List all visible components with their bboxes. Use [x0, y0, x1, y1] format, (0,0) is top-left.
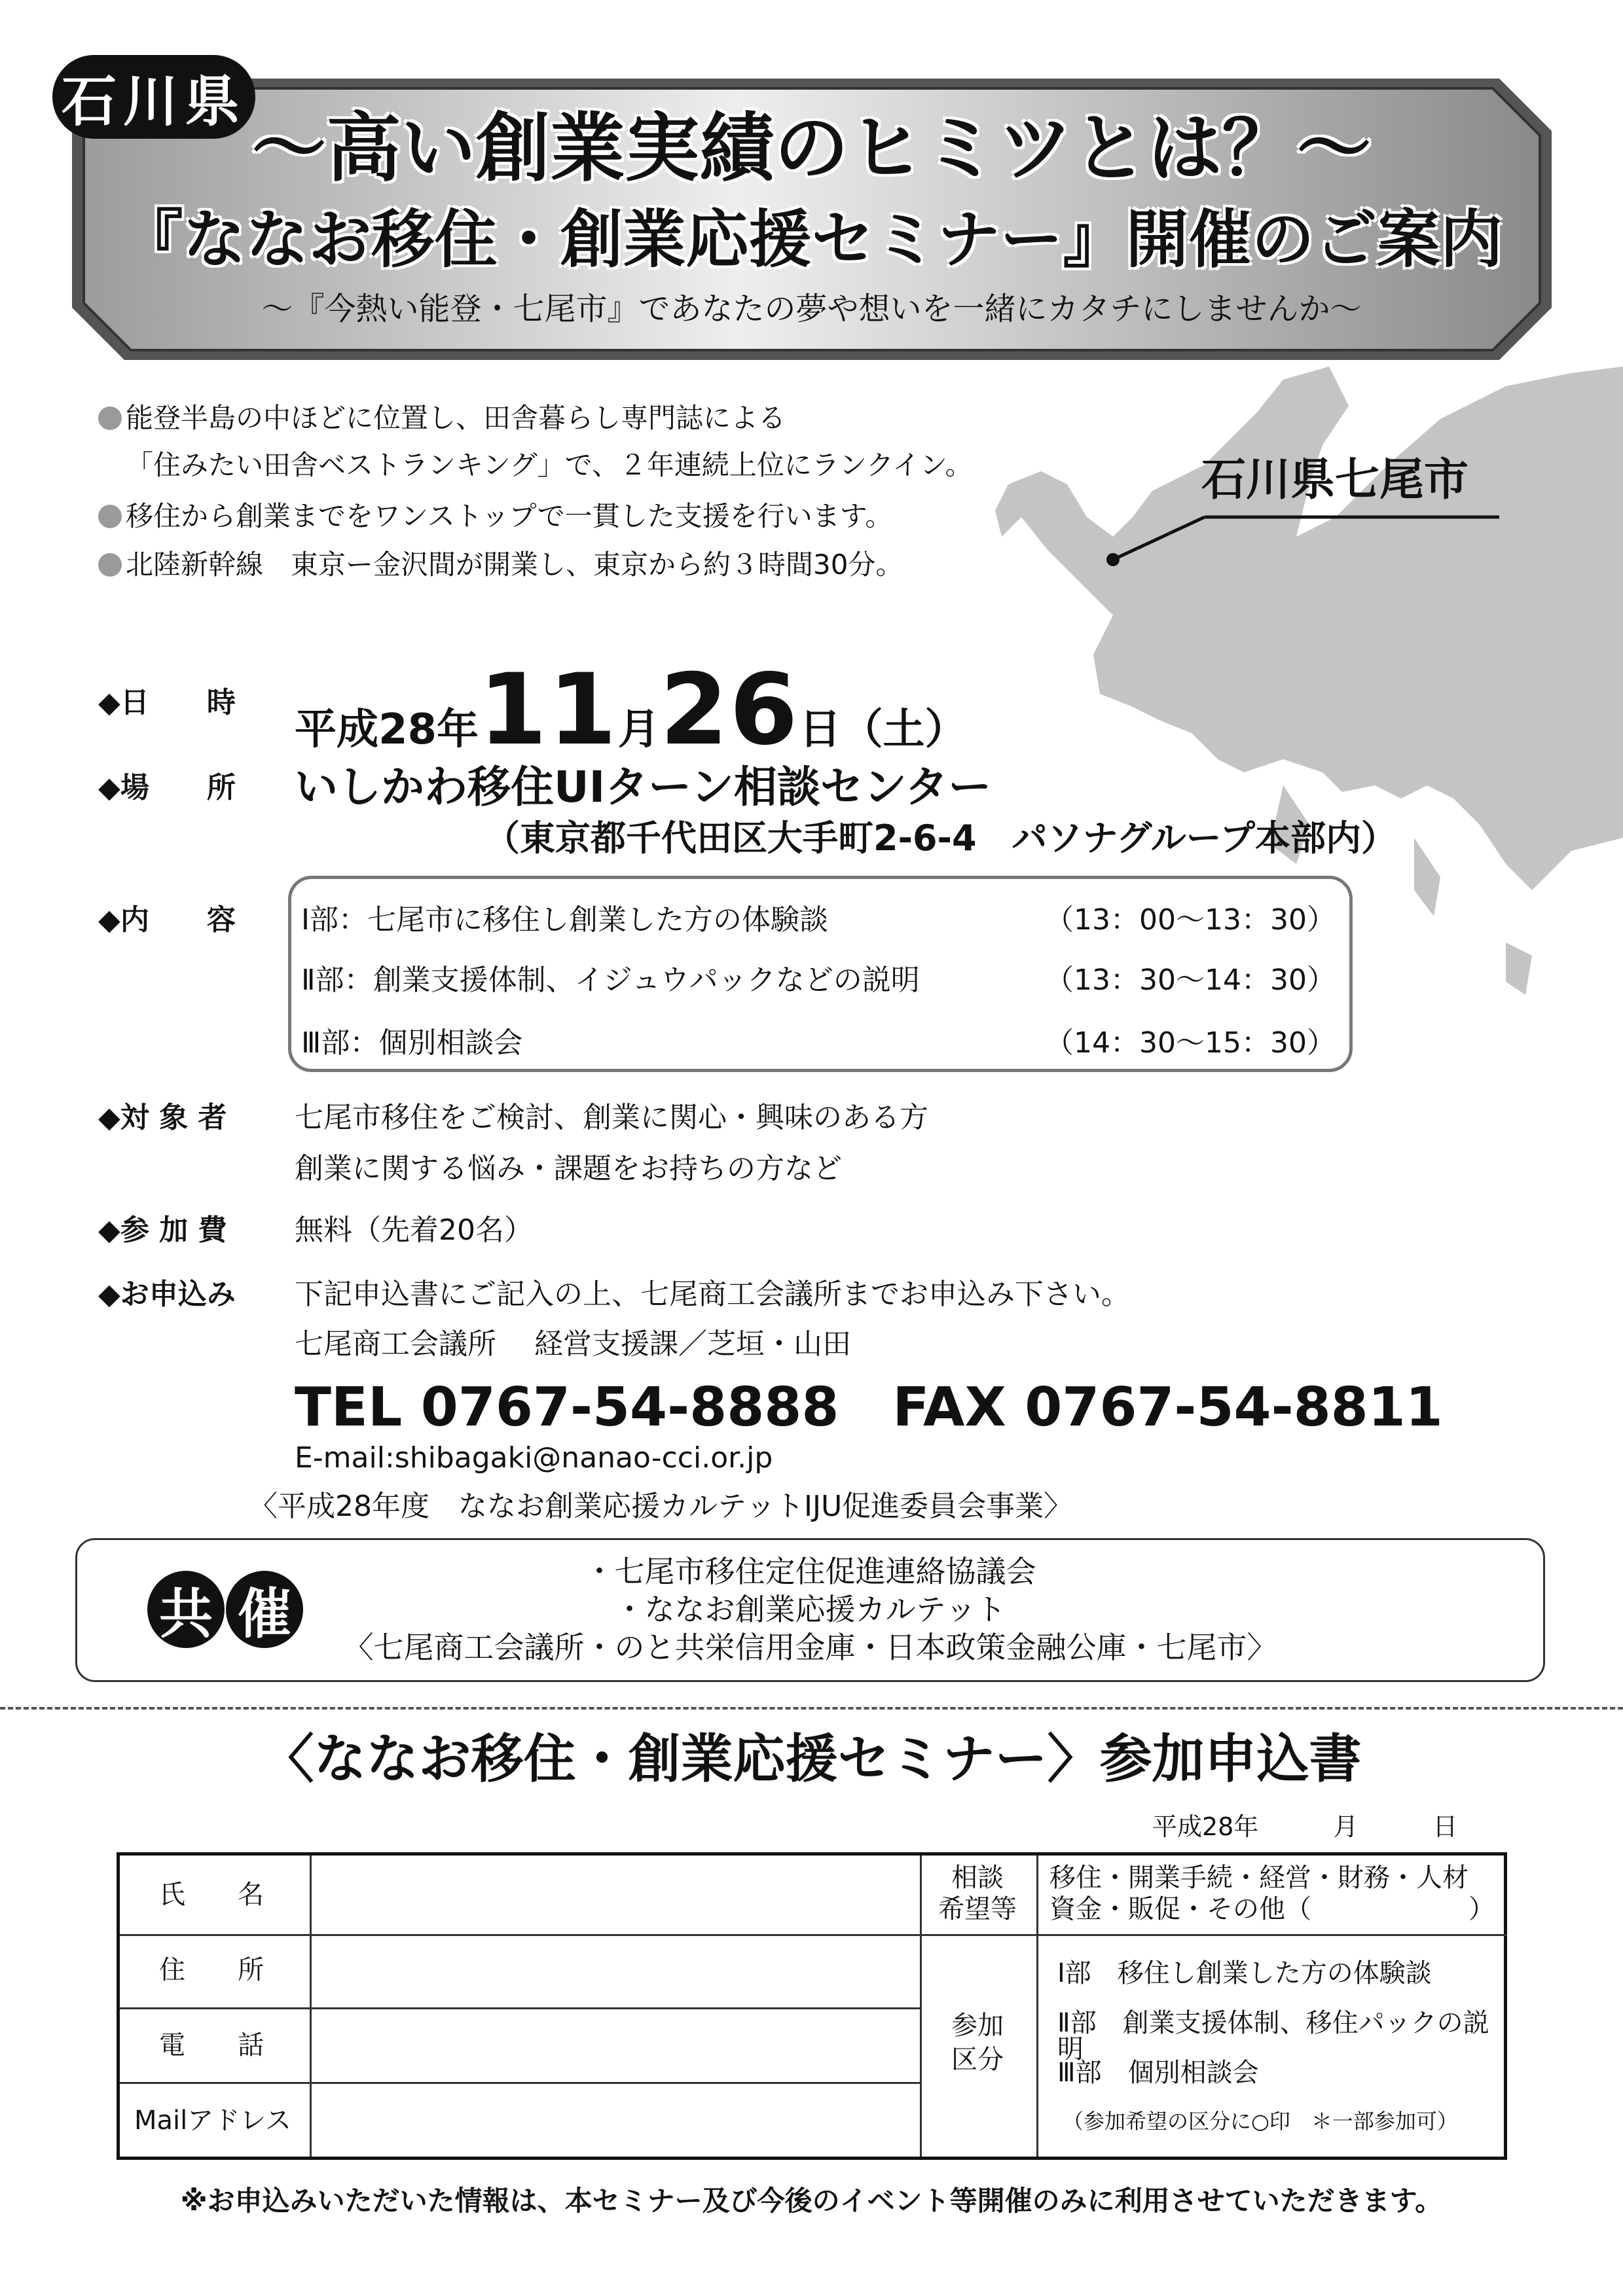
consult-label: 相談 — [951, 1863, 1004, 1893]
program-time: （13：00～13：30） — [1045, 903, 1336, 937]
table-divider — [920, 1934, 1507, 1936]
venue-name: いしかわ移住UIターン相談センター — [295, 762, 992, 812]
apply-contact: 七尾商工会議所 経営支援課／芝垣・山田 — [295, 1327, 851, 1361]
program-part: Ⅰ部：七尾市に移住し創業した方の体験談 — [301, 903, 828, 937]
table-divider — [1036, 1856, 1038, 2157]
program-part: Ⅲ部：個別相談会 — [301, 1026, 523, 1060]
page-title: ～高い創業実績のヒミツとは？～ — [251, 105, 1372, 192]
name-input[interactable] — [314, 1858, 916, 1931]
participation-label: 参加 — [951, 2011, 1004, 2041]
cohost-item: ・七尾市移住定住促進連絡協議会 — [584, 1554, 1036, 1589]
event-date: 平成28年11月26日（土） — [295, 653, 967, 767]
program-part: Ⅱ部：創業支援体制、イジュウパックなどの説明 — [301, 963, 920, 997]
table-divider — [120, 2007, 920, 2009]
intro-bullet: 能登半島の中ほどに位置し、田舎暮らし専門誌による — [98, 404, 786, 432]
email-input[interactable] — [314, 2086, 916, 2151]
intro-bullet-continuation: 「住みたい田舎ベストランキング」で、２年連続上位にランクイン。 — [126, 449, 973, 481]
city-pointer-line — [1106, 514, 1499, 579]
address-input[interactable] — [314, 1938, 916, 2005]
participation-option[interactable]: Ⅰ部 移住し創業した方の体験談 — [1057, 1958, 1432, 1988]
cohost-char-sai: 催 — [226, 1571, 303, 1648]
form-date-field[interactable]: 平成28年 月 日 — [1152, 1812, 1458, 1841]
phone-input[interactable] — [314, 2011, 916, 2079]
consult-option[interactable]: 資金・販促・その他（ ） — [1049, 1894, 1495, 1924]
participation-option[interactable]: Ⅱ部 創業支援体制、移住パックの説明 — [1057, 2008, 1489, 2064]
form-title: 〈ななお移住・創業応援セミナー〉参加申込書 — [261, 1729, 1362, 1789]
city-label: 石川県七尾市 — [1201, 454, 1469, 506]
cohost-item: ・ななお創業応援カルテット — [614, 1592, 1006, 1627]
consult-label-2: 希望等 — [938, 1894, 1017, 1924]
cohost-members: 〈七尾商工会議所・のと共栄信用金庫・日本政策金融公庫・七尾市〉 — [343, 1630, 1277, 1665]
cut-line — [0, 1707, 1623, 1710]
project-note: 〈平成28年度 ななお創業応援カルテットIJU促進委員会事業〉 — [249, 1490, 1073, 1523]
fee-label: ◆参 加 費 — [98, 1213, 227, 1247]
target-label: ◆対 象 者 — [98, 1101, 227, 1134]
page-subtitle: 『ななお移住・創業応援セミナー』開催のご案内 — [120, 203, 1503, 276]
participation-label-2: 区分 — [951, 2045, 1004, 2075]
row-label-phone: 電 話 — [159, 2030, 264, 2060]
email-link[interactable]: E-mail:shibagaki@nanao-cci.or.jp — [295, 1441, 773, 1475]
program-time: （14：30～15：30） — [1045, 1026, 1336, 1060]
apply-label: ◆お申込み — [98, 1278, 236, 1311]
prefecture-badge: 石川県 — [52, 55, 255, 139]
intro-bullet: 北陸新幹線 東京ー金沢間が開業し、東京から約３時間30分。 — [98, 551, 903, 579]
bullet-dot-icon — [98, 406, 122, 430]
cohost-char-kyo: 共 — [147, 1571, 225, 1648]
table-divider — [120, 2082, 920, 2084]
table-divider — [310, 1856, 312, 2157]
apply-line: 下記申込書にご記入の上、七尾商工会議所までお申込み下さい。 — [295, 1278, 1130, 1311]
target-line: 創業に関する悩み・課題をお持ちの方など — [295, 1152, 842, 1185]
consult-option[interactable]: 移住・開業手続・経営・財務・人材 — [1049, 1863, 1468, 1893]
row-label-address: 住 所 — [159, 1955, 264, 1985]
participation-option[interactable]: Ⅲ部 個別相談会 — [1057, 2058, 1259, 2088]
venue-address: （東京都千代田区大手町2-6-4 パソナグループ本部内） — [484, 817, 1397, 859]
content-label: ◆内 容 — [98, 903, 236, 937]
place-label: ◆場 所 — [98, 771, 236, 804]
table-divider — [920, 1856, 922, 2157]
target-line: 七尾市移住をご検討、創業に関心・興味のある方 — [295, 1101, 928, 1134]
participation-note: （参加希望の区分に○印 ＊一部参加可） — [1063, 2109, 1458, 2134]
intro-bullet: 移住から創業までをワンストップで一貫した支援を行います。 — [98, 503, 892, 530]
bullet-dot-icon — [98, 505, 122, 528]
application-form-table — [117, 1852, 1507, 2160]
bullet-dot-icon — [98, 553, 122, 577]
table-divider — [120, 1934, 920, 1936]
program-time: （13：30～14：30） — [1045, 963, 1336, 997]
row-label-name: 氏 名 — [159, 1880, 264, 1910]
date-label: ◆日 時 — [98, 686, 236, 719]
row-label-email: Mailアドレス — [134, 2106, 292, 2136]
tagline: ～『今熱い能登・七尾市』であなたの夢や想いを一緒にカタチにしませんか～ — [261, 291, 1362, 327]
privacy-footnote: ※お申込みいただいた情報は、本セミナー及び今後のイベント等開催のみに利用させていただきます。 — [180, 2185, 1443, 2217]
fee-value: 無料（先着20名） — [295, 1213, 533, 1247]
tel-fax: TEL 0767-54-8888 FAX 0767-54-8811 — [295, 1376, 1443, 1439]
